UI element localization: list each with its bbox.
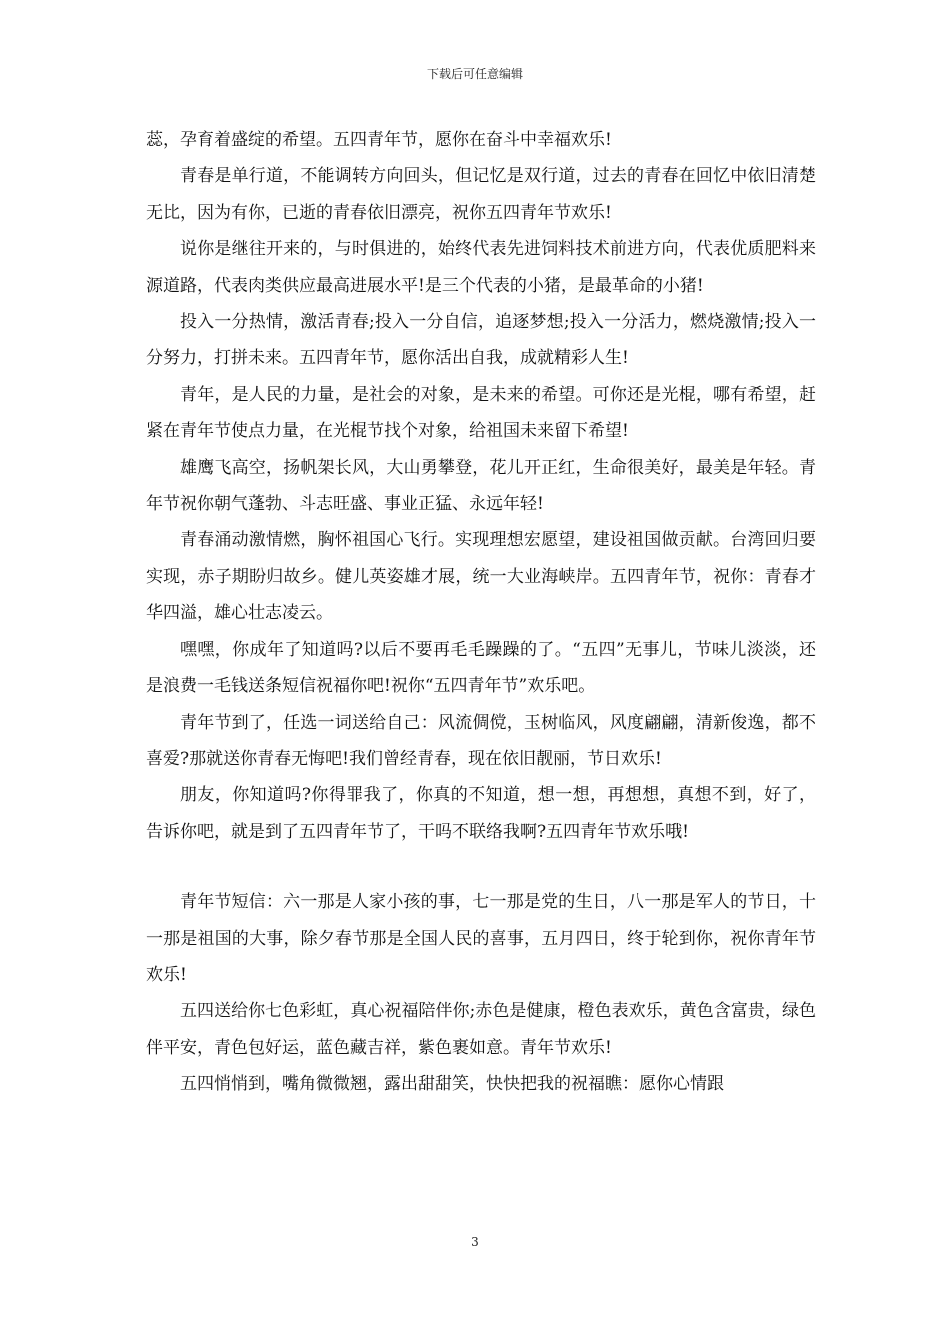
page-header: 下载后可任意编辑: [426, 67, 523, 81]
paragraph-10: 朋友，你知道吗?你得罪我了，你真的不知道，想一想，再想想，真想不到，好了，告诉你吧，就是到了五四青年节了，干吗不联络我啊?五四青年节欢乐哦!: [146, 785, 816, 842]
paragraph-5: 青年，是人民的力量，是社会的对象，是未来的希望。可你还是光棍，哪有希望，赶紧在青年节使点力量，在光棍节找个对象，给祖国未来留下希望!: [146, 384, 816, 442]
paragraph-12: 五四送给你七色彩虹，真心祝福陪伴你;赤色是健康，橙色表欢乐，黄色含富贵，绿色伴平安，青色包好运，蓝色藏吉祥，紫色裹如意。青年节欢乐!: [146, 1001, 816, 1058]
paragraph-2: 青春是单行道，不能调转方向回头，但记忆是双行道，过去的青春在回忆中依旧清楚无比，因为有你，已逝的青春依旧漂亮，祝你五四青年节欢乐!: [146, 166, 816, 223]
paragraph-6: 雄鹰飞高空，扬帆架长风，大山勇攀登，花儿开正红，生命很美好，最美是年轻。青年节祝你朝气蓬勃、斗志旺盛、事业正猛、永远年轻!: [146, 457, 816, 515]
paragraph-4: 投入一分热情，激活青春;投入一分自信，追逐梦想;投入一分活力，燃烧激情;投入一分努力，打拼未来。五四青年节，愿你活出自我，成就精彩人生!: [146, 312, 816, 369]
page-number: 3: [471, 1235, 479, 1249]
paragraph-8: 嘿嘿，你成年了知道吗?以后不要再毛毛躁躁的了。“五四”无事儿，节味儿淡淡，还是浪费一毛钱送条短信祝福你吧!祝你“五四青年节”欢乐吧。: [146, 639, 816, 697]
paragraph-7: 青春涌动激情燃，胸怀祖国心飞行。实现理想宏愿望，建设祖国做贡献。台湾回归要实现，赤子期盼归故乡。健儿英姿雄才展，统一大业海峡岸。五四青年节，祝你：青春才华四溢，雄心壮志凌云。: [146, 530, 816, 624]
paragraph-11: 青年节短信：六一那是人家小孩的事，七一那是党的生日，八一那是军人的节日，十一那是祖国的大事，除夕春节那是全国人民的喜事，五月四日，终于轮到你，祝你青年节欢乐!: [146, 892, 816, 985]
paragraph-1: 蕊，孕育着盛绽的希望。五四青年节，愿你在奋斗中幸福欢乐!: [146, 130, 612, 150]
paragraph-3: 说你是继往开来的，与时俱进的，始终代表先进饲料技术前进方向，代表优质肥料来源道路，代表肉类供应最高进展水平!是三个代表的小猪，是最革命的小猪!: [146, 239, 816, 296]
document-body: [146, 122, 816, 1103]
paragraph-13: 五四悄悄到，嘴角微微翘，露出甜甜笑，快快把我的祝福瞧：愿你心情跟: [180, 1074, 724, 1095]
paragraph-9: 青年节到了，任选一词送给自己：风流倜傥，玉树临风，风度翩翩，清新俊逸，都不喜爱?那就送你青春无悔吧!我们曾经青春，现在依旧靓丽，节日欢乐!: [146, 712, 816, 769]
